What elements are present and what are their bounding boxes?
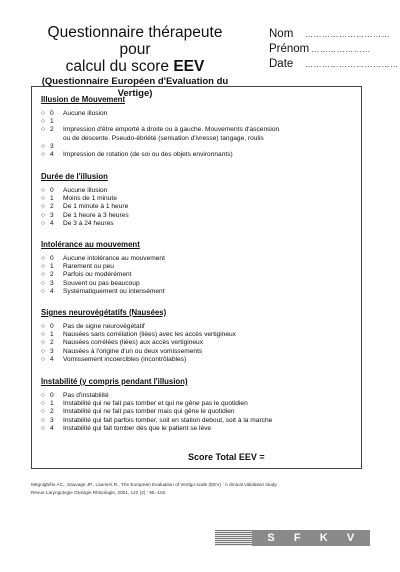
option-row[interactable]: [41, 151, 355, 159]
option-row[interactable]: [41, 288, 355, 296]
date-label: Date: [269, 58, 294, 70]
date-dots[interactable]: ……………………………: [305, 60, 399, 69]
option-row-continuation: [41, 135, 355, 143]
option-row[interactable]: [41, 348, 355, 356]
option-score: 0: [50, 255, 54, 262]
option-text: Pas d'instabilité: [63, 392, 109, 399]
sfkv-logo: [215, 530, 370, 546]
prenom-label: Prénom: [269, 43, 310, 55]
option-row[interactable]: [41, 126, 355, 134]
checkbox-icon[interactable]: ○: [41, 142, 45, 150]
option-score: [50, 135, 63, 143]
option-row[interactable]: [41, 408, 355, 416]
questionnaire-box: [31, 86, 362, 469]
logo-letter: S: [267, 532, 276, 544]
option-text: Aucune illusion: [63, 187, 108, 194]
checkbox-icon[interactable]: ○: [41, 392, 45, 399]
section-illusion-mouvement: [41, 95, 355, 159]
checkbox-icon[interactable]: ○: [41, 347, 45, 355]
date-field[interactable]: [269, 57, 399, 72]
option-text: [63, 118, 355, 126]
option-score: 3: [50, 142, 54, 150]
option-row[interactable]: [41, 143, 355, 151]
checkbox-icon[interactable]: ○: [41, 400, 45, 408]
option-text: Impression de rotation (de soi ou des objets environnants): [63, 151, 233, 159]
option-score: 1: [50, 263, 54, 271]
option-row[interactable]: [41, 212, 355, 220]
checkbox-icon[interactable]: ○: [41, 331, 45, 339]
option-score: 4: [50, 355, 54, 363]
checkbox-icon[interactable]: ○: [41, 118, 45, 126]
option-row[interactable]: [41, 400, 355, 408]
title-line-2: [32, 58, 238, 75]
option-row[interactable]: [41, 339, 355, 347]
checkbox-icon[interactable]: ○: [41, 424, 45, 432]
option-score: 2: [50, 203, 54, 211]
checkbox-icon[interactable]: ○: [41, 279, 45, 287]
option-row[interactable]: [41, 425, 355, 433]
option-score: 3: [50, 416, 54, 424]
option-text: Systématiquement ou intensément: [63, 287, 165, 295]
checkbox-icon[interactable]: ○: [41, 219, 45, 227]
option-row[interactable]: [41, 323, 355, 331]
option-text: ou de descente. Pseudo-ébriété (sensation d'ivresse) tangage, roulis: [63, 134, 264, 142]
checkbox-icon[interactable]: ○: [41, 271, 45, 279]
option-row[interactable]: [41, 392, 355, 400]
title-line-1: Questionnaire thérapeute pour: [47, 24, 223, 58]
option-row[interactable]: [41, 220, 355, 228]
checkbox-icon[interactable]: ○: [41, 255, 45, 262]
option-text: Instabilité qui fait tomber dès que le patient se lève: [63, 424, 212, 432]
option-score: 0: [50, 187, 54, 194]
option-score: 1: [50, 400, 54, 408]
option-row[interactable]: [41, 203, 355, 211]
option-text: De 3 à 24 heures: [63, 219, 114, 227]
section-signes-neurovegetatifs: [41, 308, 355, 364]
option-score: 4: [50, 151, 54, 159]
option-text: Rarement ou peu: [63, 263, 114, 271]
option-text: Parfois ou modérément: [63, 271, 132, 279]
option-score: 1: [50, 331, 54, 339]
option-score: 1: [50, 195, 54, 203]
option-score: 4: [50, 219, 54, 227]
option-text: De 1 minute à 1 heure: [63, 203, 129, 211]
option-score: 3: [50, 279, 54, 287]
checkbox-icon[interactable]: ○: [41, 203, 45, 211]
option-row[interactable]: [41, 280, 355, 288]
option-score: 2: [50, 126, 54, 134]
option-score: 2: [50, 408, 54, 416]
section-title: Intolérance au mouvement: [41, 240, 140, 249]
option-text: Moins de 1 minute: [63, 195, 117, 203]
section-title: Illusion de Mouvement: [41, 95, 126, 104]
option-text: Souvent ou pas beaucoup: [63, 279, 140, 287]
option-row[interactable]: [41, 417, 355, 425]
checkbox-icon[interactable]: ○: [41, 416, 45, 424]
section-title: Durée de l'illusion: [41, 172, 108, 181]
option-score: 2: [50, 339, 54, 347]
patient-fields: [269, 27, 399, 72]
checkbox-icon[interactable]: ○: [41, 355, 45, 363]
checkbox-icon[interactable]: ○: [41, 339, 45, 347]
section-intolerance-mouvement: [41, 240, 355, 296]
section-title: Instabilité (y compris pendant l'illusion): [41, 377, 188, 386]
nom-dots[interactable]: …………………………: [305, 30, 390, 39]
option-score: 0: [50, 323, 54, 330]
checkbox-icon[interactable]: ○: [41, 195, 45, 203]
option-text: Pas de signe neurovégétatif: [63, 323, 145, 330]
option-text: Nausées à l'origine d'un ou deux vomissements: [63, 347, 203, 355]
option-score: 3: [50, 347, 54, 355]
option-text: Instabilité qui ne fait pas tomber mais qui gêne le quotidien: [63, 408, 235, 416]
option-row[interactable]: [41, 187, 355, 195]
option-score: 4: [50, 424, 54, 432]
logo-bar: [252, 530, 370, 546]
checkbox-icon[interactable]: ○: [41, 187, 45, 194]
option-text: Instabilité qui fait parfois tomber, soit en station debout, soit à la marche: [63, 416, 273, 424]
reference-line-2: Revue Laryngologie Otologie Rhinologie, 2001, 122 (2) : 95.-102.: [31, 490, 167, 495]
option-text: Impression d'être emporté à droite ou à gauche. Mouvements d'ascension: [63, 126, 280, 134]
references: [31, 481, 371, 497]
logo-hatch-pattern: [215, 530, 252, 546]
section-instabilite: [41, 377, 355, 433]
option-score: 1: [50, 118, 54, 126]
option-text: Nausées sans corrélation (liées) avec les accès vertigineux: [63, 331, 236, 339]
option-row[interactable]: [41, 263, 355, 271]
option-text: Aucune illusion: [63, 110, 108, 117]
option-score: 0: [50, 110, 54, 117]
section-duree-illusion: [41, 172, 355, 228]
prenom-field[interactable]: [269, 42, 385, 57]
checkbox-icon[interactable]: ○: [41, 263, 45, 271]
section-title: Signes neurovégétatifs (Nausées): [41, 308, 167, 317]
option-row[interactable]: [41, 356, 355, 364]
option-score: 2: [50, 271, 54, 279]
checkbox-icon[interactable]: ○: [41, 126, 45, 134]
option-row[interactable]: [41, 331, 355, 339]
option-text: [63, 143, 355, 151]
document-subtitle: (Questionnaire Européen d'Evaluation du Vertige): [41, 76, 229, 99]
checkbox-icon[interactable]: ○: [41, 211, 45, 219]
nom-field[interactable]: [269, 27, 390, 42]
option-text: Instabilité qui ne fait pas tomber et qui ne gêne pas le quotidien: [63, 400, 248, 408]
logo-letter: F: [293, 532, 302, 544]
option-text: Nausées corrélées (liées) aux accès vertigineux: [63, 339, 203, 347]
option-row[interactable]: [41, 271, 355, 279]
checkbox-icon[interactable]: ○: [41, 110, 45, 117]
nom-label: Nom: [269, 28, 294, 40]
option-score: 0: [50, 392, 54, 399]
option-row[interactable]: [41, 255, 355, 263]
checkbox-icon[interactable]: ○: [41, 287, 45, 295]
option-text: Aucune intolérance au mouvement: [63, 255, 165, 262]
checkbox-icon[interactable]: ○: [41, 323, 45, 330]
option-row[interactable]: [41, 118, 355, 126]
title-line-2-prefix: calcul du score: [65, 58, 174, 75]
checkbox-icon[interactable]: ○: [41, 408, 45, 416]
checkbox-icon[interactable]: ○: [41, 151, 45, 159]
option-row[interactable]: [41, 195, 355, 203]
prenom-dots[interactable]: …………………: [311, 45, 371, 54]
option-score: 4: [50, 287, 54, 295]
option-text: De 1 heure à 3 heures: [63, 211, 129, 219]
reference-line-1: Mégnigbêto AC., Sauvage JP., Lauriers R., The European Evaluation of Vertigo scale (EEV) : A clinical validation study.: [31, 482, 278, 487]
option-text: Vomissement incoercibles (incontrôlables): [63, 355, 187, 363]
score-total-label: Score Total EEV =: [188, 452, 265, 462]
title-eev: EEV: [173, 58, 205, 75]
option-row[interactable]: [41, 110, 355, 118]
option-score: 3: [50, 211, 54, 219]
logo-letter: K: [319, 532, 329, 544]
logo-letter: V: [346, 532, 355, 544]
